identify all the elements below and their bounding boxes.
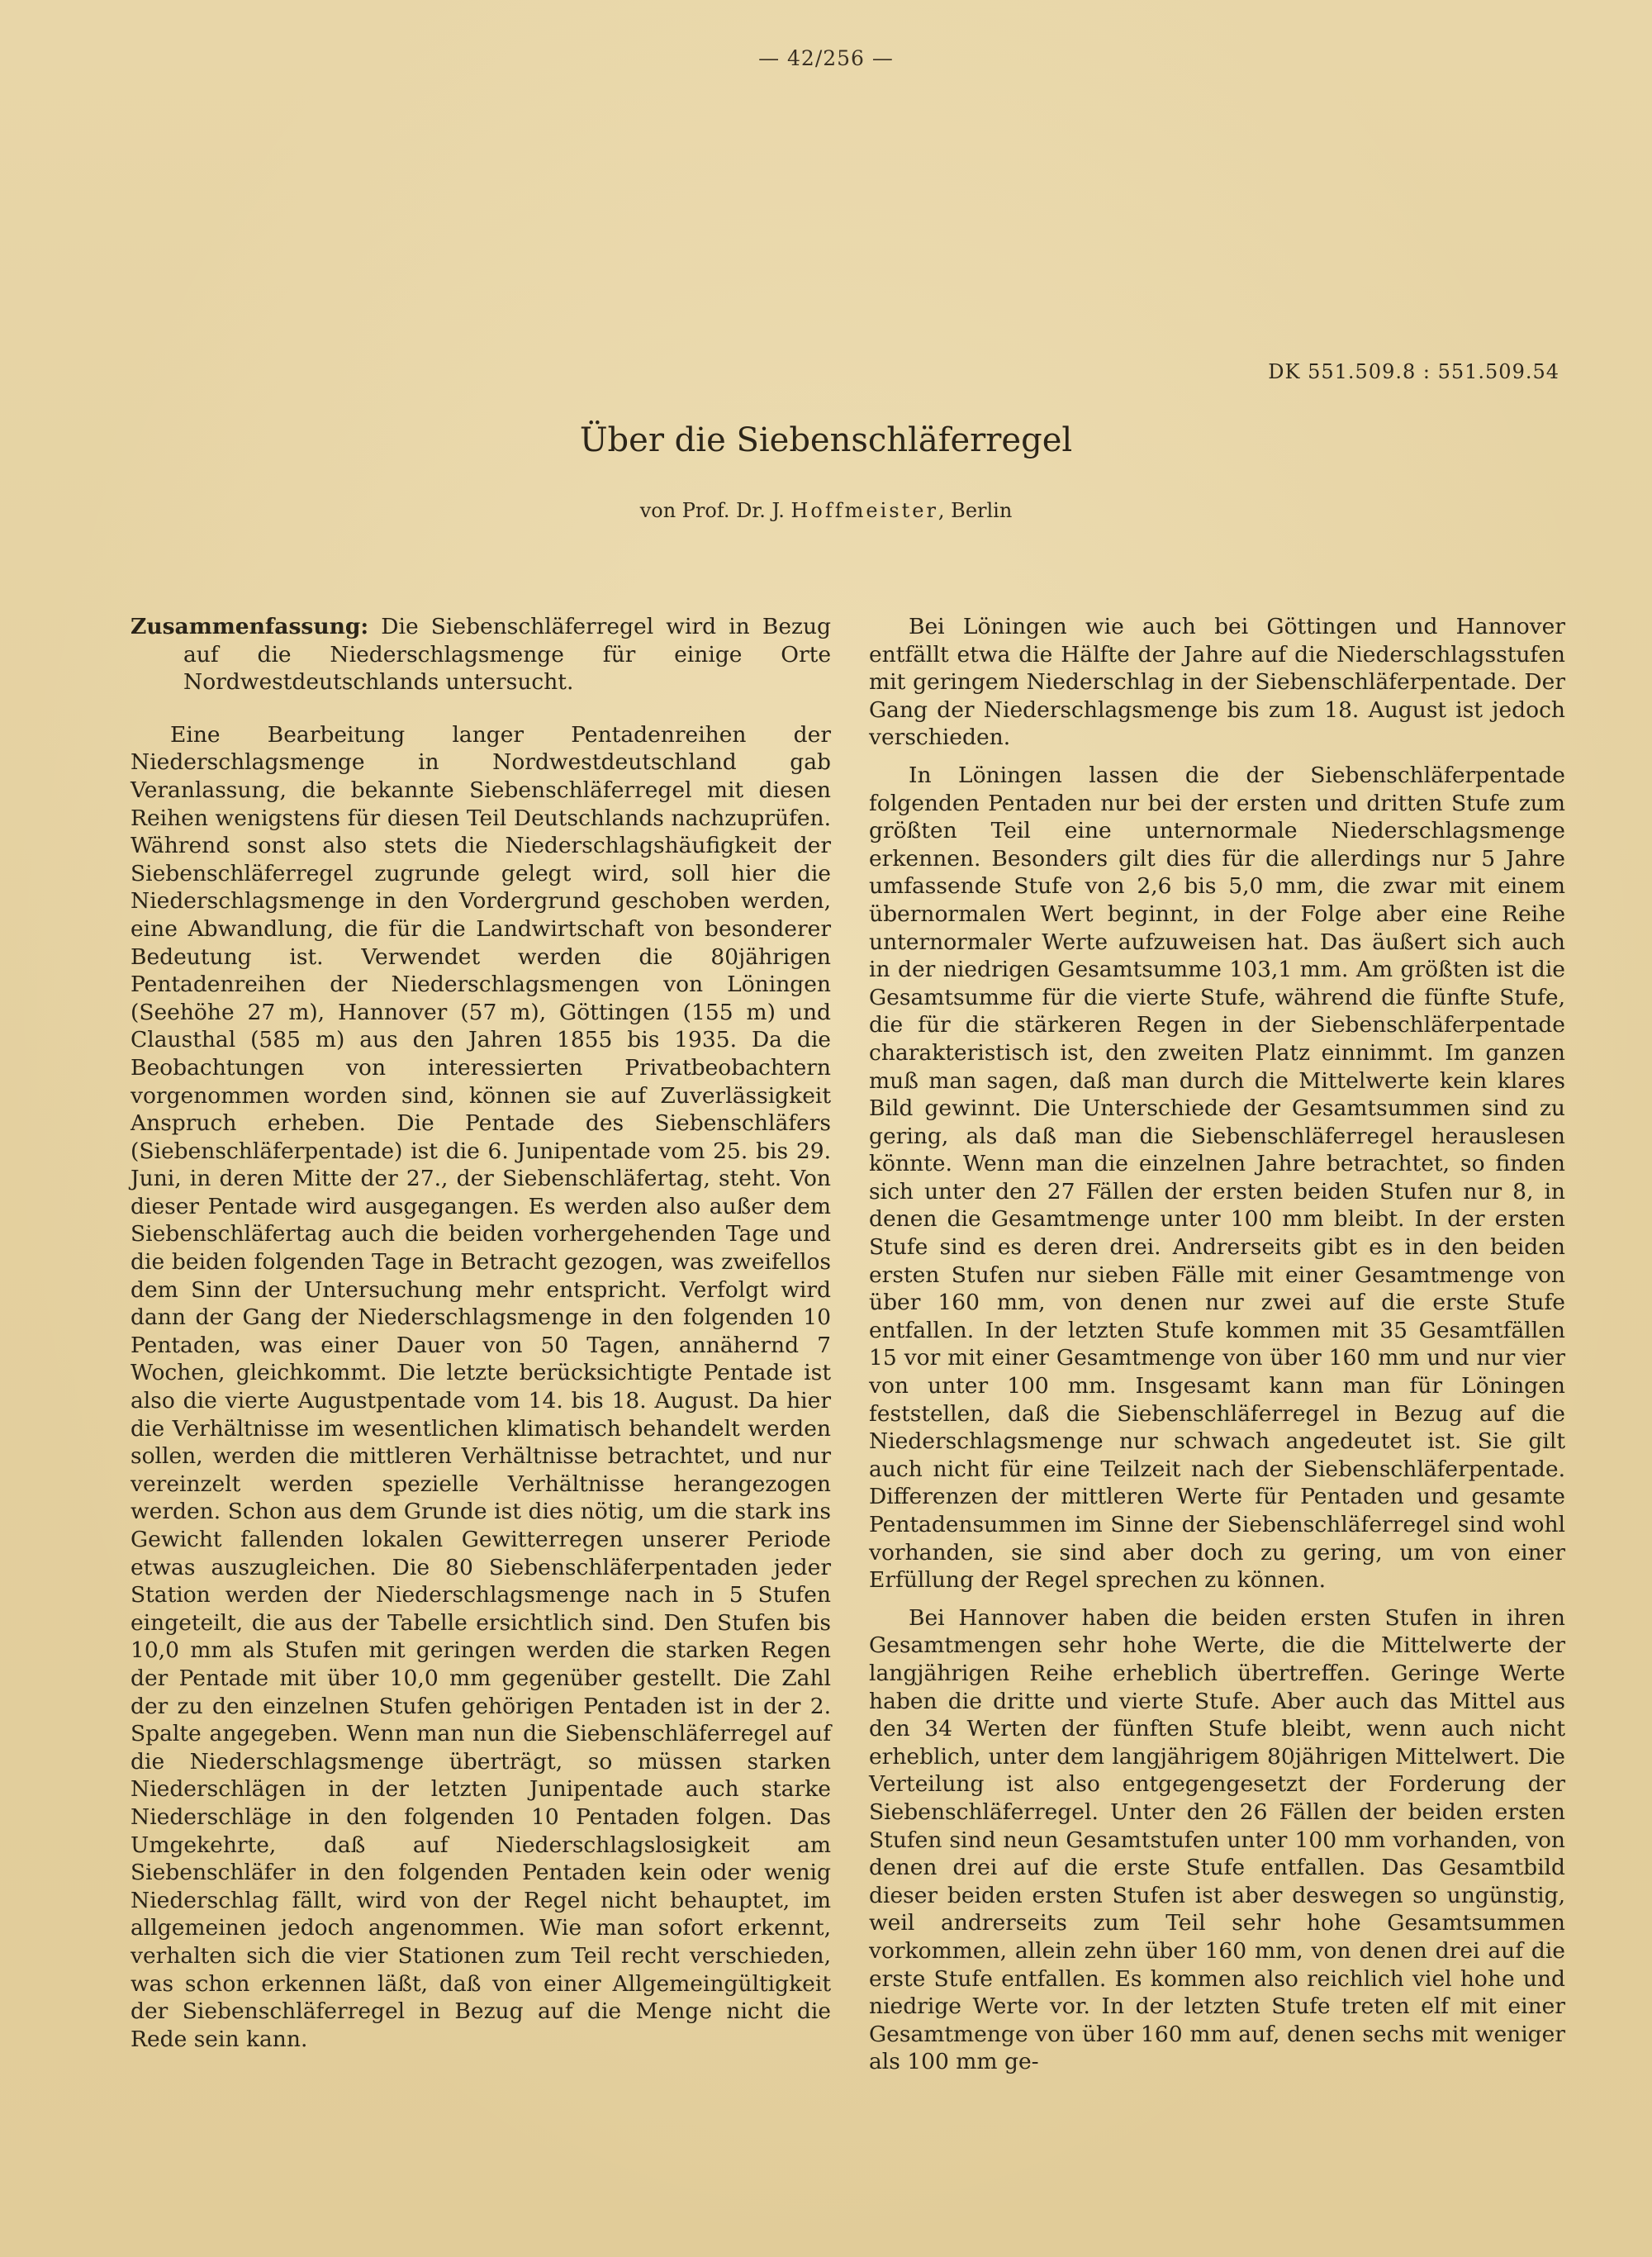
paragraph: Eine Bearbeitung langer Pentadenreihen der Niederschlagsmenge in Nordwestdeutschland gab Veranlassung, die bekannte Siebenschläferregel mit diesen Reihen wenigstens für diesen Teil Deutschlands nachzuprüfen. Während sonst also stets die Niederschlagshäufigkeit der Siebenschläferregel zugrunde gelegt wird, soll hier die Niederschlagsmenge in den Vordergrund geschoben werden, eine Abwandlung, die für die Landwirtschaft von besonderer Bedeutung ist. Verwendet werden die 80jährigen Pentadenreihen der Niederschlagsmengen von Löningen (Seehöhe 27 m), Hannover (57 m), Göttingen (155 m) und Clausthal (585 m) aus den Jahren 1855 bis 1935. Da die Beobachtungen von interessierten Privatbeobachtern vorgenommen worden sind, können sie auf Zuverlässigkeit Anspruch erheben. Die Pentade des Siebenschläfers (Siebenschläferpentade) ist die 6. Junipentade vom 25. bis 29. Juni, in deren Mitte der 27., der Siebenschläfertag, steht. Von dieser Pentade wird ausgegangen. Es werden also außer dem Siebenschläfertag auch die beiden vorhergehenden Tage und die beiden folgenden Tage in Betracht gezogen, was zweifellos dem Sinn der Untersuchung mehr entspricht. Verfolgt wird dann der Gang der Niederschlagsmenge in den folgenden 10 Pentaden, was einer Dauer von 50 Tagen, annähernd 7 Wochen, gleichkommt. Die letzte berücksichtigte Pentade ist also die vierte Augustpentade vom 14. bis 18. August. Da hier die Verhältnisse im wesentlichen klimatisch behandelt werden sollen, werden die mittleren Verhältnisse betrachtet, und nur vereinzelt werden spezielle Verhältnisse herangezogen werden. Schon aus dem Grunde ist dies nötig, um die stark ins Gewicht fallenden lokalen Gewitterregen unserer Periode etwas auszugleichen. Die 80 Siebenschläferpentaden jeder Station werden der Niederschlagsmenge nach in 5 Stufen eingeteilt, die aus der Tabelle ersichtlich sind. Den Stufen bis 10,0 mm als Stufen mit geringen werden die starken Regen der Pentade mit über 10,0 mm gegenüber gestellt. Die Zahl der zu den einzelnen Stufen gehörigen Pentaden ist in der 2. Spalte angegeben. Wenn man nun die Siebenschläferregel auf die Niederschlagsmenge überträgt, so müssen starken Niederschlägen in der letzten Junipentade auch starke Niederschläge in den folgenden 10 Pentaden folgen. Das Umgekehrte, daß auf Niederschlagslosigkeit am Siebenschläfer in den folgenden Pentaden kein oder wenig Niederschlag fällt, wird von der Regel nicht behauptet, im allgemeinen jedoch angenommen. Wie man sofort erkennt, verhalten sich die vier Stationen zum Teil recht verschieden, was schon erkennen läßt, daß von einer Allgemeingültigkeit der Siebenschläferregel in Bezug auf die Menge nicht die Rede sein kann. — [131, 721, 831, 2052]
article-title: Über die Siebenschläferregel — [579, 421, 1073, 459]
abstract — [131, 613, 831, 696]
left-column — [131, 613, 831, 2053]
right-column — [869, 613, 1565, 2076]
page-number: — 42/256 — — [758, 46, 894, 70]
paragraph: In Löningen lassen die der Siebenschläferpentade folgenden Pentaden nur bei der ersten und dritten Stufe zum größten Teil eine unternormale Niederschlagsmenge erkennen. Besonders gilt dies für die allerdings nur 5 Jahre umfassende Stufe von 2,6 bis 5,0 mm, die zwar mit einem übernormalen Wert beginnt, in der Folge aber eine Reihe unternormaler Werte aufzuweisen hat. Das äußert sich auch in der niedrigen Gesamtsumme 103,1 mm. Am größten ist die Gesamtsumme für die vierte Stufe, während die fünfte Stufe, die für die stärkeren Regen in der Siebenschläferpentade charakteristisch ist, den zweiten Platz einnimmt. Im ganzen muß man sagen, daß man durch die Mittelwerte kein klares Bild gewinnt. Die Unterschiede der Gesamtsummen sind zu gering, als daß man die Siebenschläferregel herauslesen könnte. Wenn man die einzelnen Jahre betrachtet, so finden sich unter den 27 Fällen der ersten beiden Stufen nur 8, in denen die Gesamtmenge unter 100 mm bleibt. In der ersten Stufe sind es deren drei. Andrerseits gibt es in den beiden ersten Stufen nur sieben Fälle mit einer Gesamtmenge von über 160 mm, von denen nur zwei auf die erste Stufe entfallen. In der letzten Stufe kommen mit 35 Gesamtfällen 15 vor mit einer Gesamtmenge von über 160 mm und nur vier von unter 100 mm. Insgesamt kann man für Löningen feststellen, daß die Siebenschläferregel in Bezug auf die Niederschlagsmenge nur schwach angedeutet ist. Sie gilt auch nicht für eine Teilzeit nach der Siebenschläferpentade. Differenzen der mittleren Werte für Pentaden und gesamte Pentadensummen im Sinne der Siebenschläferregel sind wohl vorhanden, sie sind aber doch zu gering, um von einer Erfüllung der Regel sprechen zu können. — [869, 762, 1565, 1594]
author-name: Hoffmeister — [790, 499, 938, 522]
classification-code: DK 551.509.8 : 551.509.54 — [1268, 360, 1559, 383]
abstract-label: Zusammenfassung: — [131, 614, 369, 639]
paragraph: Bei Hannover haben die beiden ersten Stufen in ihren Gesamtmengen sehr hohe Werte, die die Mittelwerte der langjährigen Reihe erheblich übertreffen. Geringe Werte haben die dritte und vierte Stufe. Aber auch das Mittel aus den 34 Werten der fünften Stufe bleibt, wenn auch nicht erheblich, unter dem langjährigem 80jährigen Mittelwert. Die Verteilung ist also entgegengesetzt der Forderung der Siebenschläferregel. Unter den 26 Fällen der beiden ersten Stufen sind neun Gesamtstufen unter 100 mm vorhanden, von denen drei auf die erste Stufe entfallen. Das Gesamtbild dieser beiden ersten Stufen ist aber deswegen so ungünstig, weil andrerseits zum Teil sehr hohe Gesamtsummen vorkommen, allein zehn über 160 mm, von denen drei auf die erste Stufe entfallen. Es kommen also reichlich viel hohe und niedrige Werte vor. In der letzten Stufe treten elf mit einer Gesamtmenge von über 160 mm auf, denen sechs mit weniger als 100 mm ge- — [869, 1604, 1565, 2075]
author-line — [0, 499, 1652, 522]
abstract-text: Die Siebenschläferregel wird in Bezug auf die Niederschlagsmenge für einige Orte Nordwestdeutschlands untersucht. — [183, 614, 831, 696]
paragraph: Bei Löningen wie auch bei Göttingen und Hannover entfällt etwa die Hälfte der Jahre auf die Niederschlagsstufen mit geringem Niederschlag in der Siebenschläferpentade. Der Gang der Niederschlagsmenge bis zum 18. August ist jedoch verschieden. — [869, 614, 1565, 751]
author-prefix: von Prof. Dr. J. — [639, 499, 785, 522]
author-affiliation: , Berlin — [938, 499, 1013, 522]
